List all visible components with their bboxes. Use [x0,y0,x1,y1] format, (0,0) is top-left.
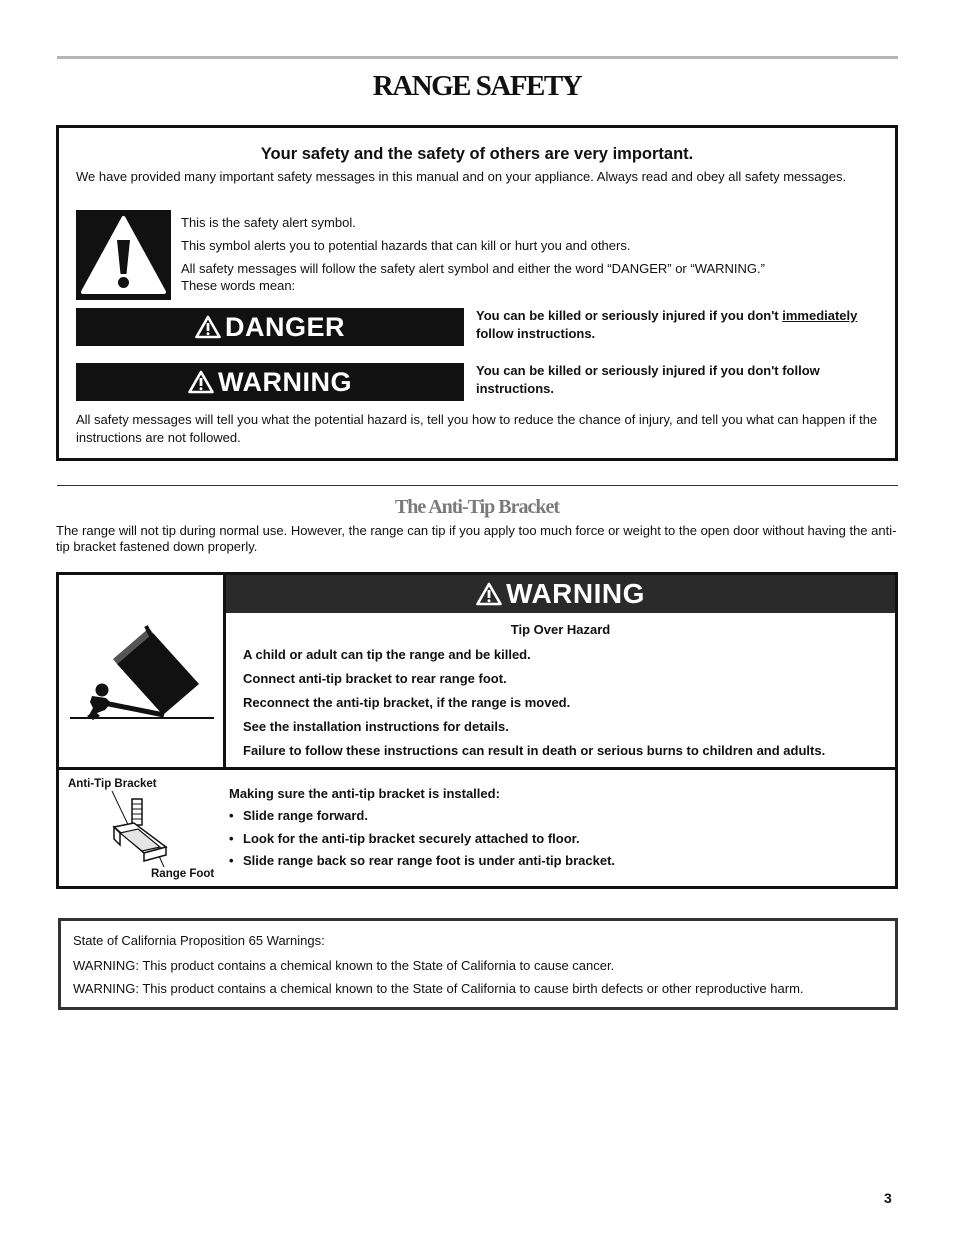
danger-definition [476,307,888,343]
safety-box [56,125,898,461]
hazard-title: Tip Over Hazard [510,622,611,637]
tip-over-illustration [59,575,226,767]
symbol-line-1: This is the safety alert symbol. [181,215,356,230]
tip-warning-label: WARNING [506,578,645,609]
list-item: • Slide range back so rear range foot is under anti-tip bracket. [229,853,615,876]
prop65-line: WARNING: This product contains a chemical known to the State of California to cause birth defects or other reproductive harm. [73,981,804,996]
tip-warning-alert-icon [476,582,502,606]
tip-warning-box [56,572,898,889]
prop65-box [58,918,898,1010]
tip-warning-header [226,575,895,613]
section-rule [57,485,898,486]
anti-tip-bracket-label: Anti-Tip Bracket [68,778,157,790]
warning-alert-icon [188,370,214,394]
safety-alert-icon [76,210,171,300]
symbol-line-3: All safety messages will follow the safety alert symbol and either the word “DANGER” or “WARNING.” [181,261,765,276]
symbol-line-4: These words mean: [181,278,296,293]
section-title: The Anti-Tip Bracket [394,496,560,518]
hazard-line: See the installation instructions for details. [243,719,509,734]
list-item: • Look for the anti-tip bracket securely attached to floor. [229,831,615,854]
safety-heading: Your safety and the safety of others are very important. [260,145,694,163]
hazard-line: Connect anti-tip bracket to rear range foot. [243,671,507,686]
hazard-line: Failure to follow these instructions can result in death or serious burns to children and adults. [243,743,826,758]
warning-label: WARNING [218,366,352,397]
section-intro: The range will not tip during normal use. However, the range can tip if you apply too much force or weight to the open door without having the anti-tip bracket fastened down properly. [56,523,897,554]
symbol-line-2: This symbol alerts you to potential hazards that can kill or hurt you and others. [181,238,631,253]
warning-signal-bar [76,363,464,401]
safety-footer-note: All safety messages will tell you what the potential hazard is, tell you how to reduce the chance of injury, and tell you what can happen if the instructions are not followed. [76,412,878,445]
list-item: • Slide range forward. [229,808,615,831]
safety-intro: We have provided many important safety messages in this manual and on your appliance. Always read and obey all safety messages. [76,169,847,184]
tip-box-divider [59,767,895,770]
page-title: RANGE SAFETY [372,70,582,102]
danger-emphasis: immediately [782,308,858,323]
check-list [229,808,615,876]
danger-text: You can be killed or seriously injured if you don't [476,308,783,323]
check-title: Making sure the anti-tip bracket is installed: [229,786,500,801]
prop65-line: WARNING: This product contains a chemical known to the State of California to cause cancer. [73,958,615,973]
top-rule [57,56,898,59]
warning-definition: You can be killed or seriously injured if you don't follow instructions. [476,363,820,396]
prop65-line: State of California Proposition 65 Warnings: [73,933,325,948]
hazard-line: A child or adult can tip the range and be killed. [243,647,531,662]
danger-label: DANGER [224,311,345,342]
danger-text-end: follow instructions. [476,326,596,341]
page-number: 3 [884,1190,892,1206]
danger-alert-icon [195,315,221,339]
hazard-line: Reconnect the anti-tip bracket, if the range is moved. [243,695,571,710]
anti-tip-bracket-icon [104,789,214,869]
danger-signal-bar [76,308,464,346]
range-foot-label: Range Foot [151,868,215,880]
tip-over-range-icon [59,575,223,767]
